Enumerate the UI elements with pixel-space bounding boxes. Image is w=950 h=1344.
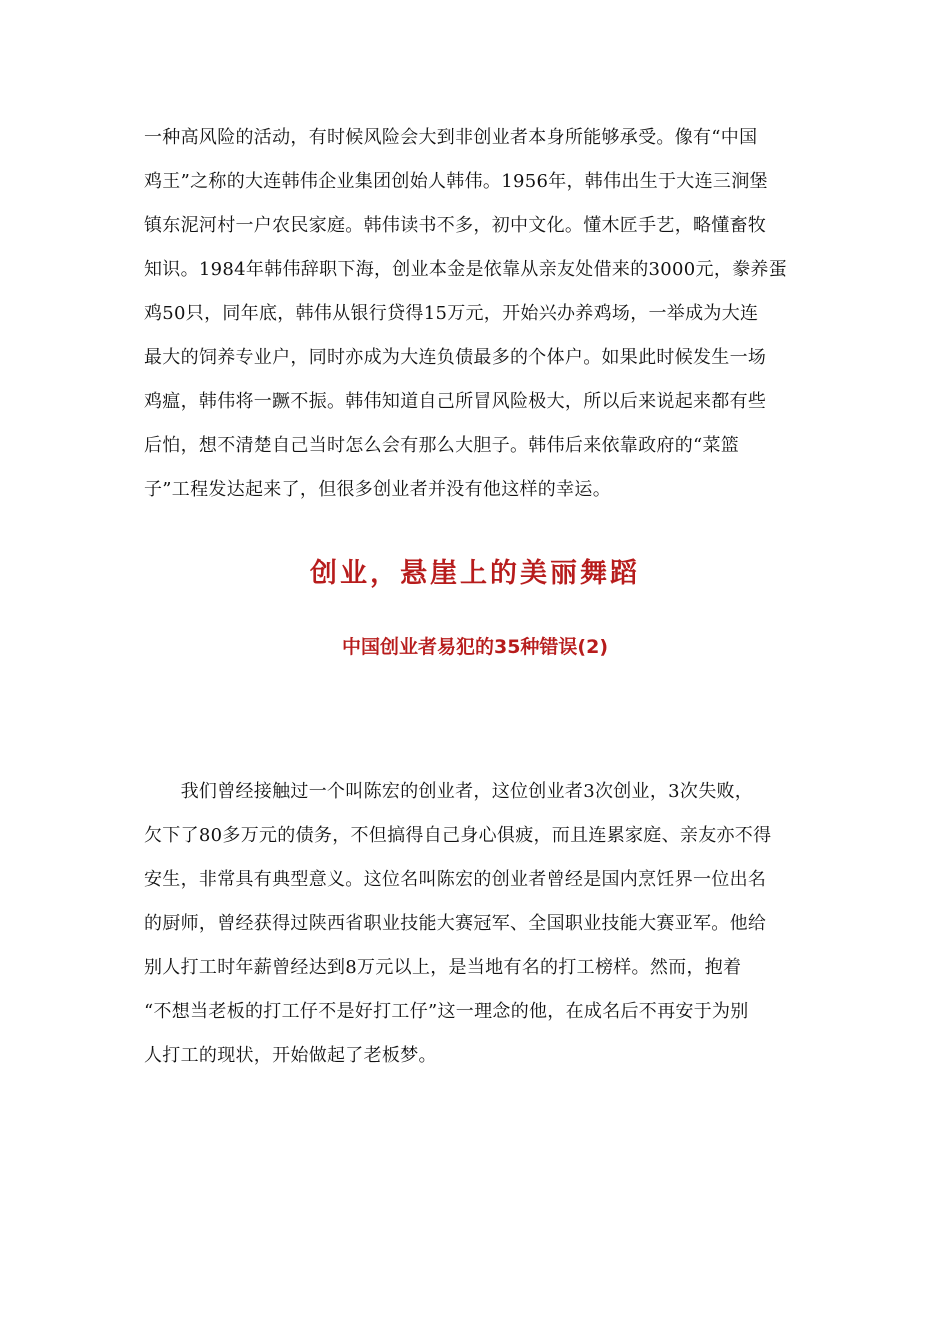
- paragraph-line: 别人打工时年薪曾经达到8万元以上，是当地有名的打工榜样。然而，抱着: [144, 957, 742, 978]
- section-subtitle: 中国创业者易犯的35种错误(2): [341, 636, 609, 658]
- paragraph-line: 镇东泥河村一户农民家庭。韩伟读书不多，初中文化。懂木匠手艺，略懂畜牧: [144, 215, 767, 236]
- paragraph-line: 一种高风险的活动，有时候风险会大到非创业者本身所能够承受。像有“中国: [144, 127, 758, 148]
- paragraph-line: 鸡50只，同年底，韩伟从银行贷得15万元，开始兴办养鸡场，一举成为大连: [144, 303, 759, 324]
- section-title: 创业，悬崖上的美丽舞蹈: [310, 558, 640, 589]
- paragraph-line: “不想当老板的打工仔不是好打工仔”这一理念的他，在成名后不再安于为别: [144, 1001, 749, 1022]
- paragraph-line: 我们曾经接触过一个叫陈宏的创业者，这位创业者3次创业，3次失败，: [144, 781, 754, 802]
- paragraph-line: 鸡瘟，韩伟将一蹶不振。韩伟知道自己所冒风险极大，所以后来说起来都有些: [144, 391, 767, 412]
- paragraph-line: 子”工程发达起来了，但很多创业者并没有他这样的幸运。: [144, 479, 611, 500]
- paragraph-line: 欠下了80多万元的债务，不但搞得自己身心俱疲，而且连累家庭、亲友亦不得: [144, 825, 772, 846]
- paragraph-line: 人打工的现状，开始做起了老板梦。: [144, 1045, 437, 1066]
- body-paragraph-1: [144, 126, 808, 522]
- paragraph-line: 的厨师，曾经获得过陕西省职业技能大赛冠军、全国职业技能大赛亚军。他给: [144, 913, 767, 934]
- paragraph-line: 后怕，想不清楚自己当时怎么会有那么大胆子。韩伟后来依靠政府的“菜篮: [144, 435, 740, 456]
- paragraph-line: 鸡王”之称的大连韩伟企业集团创始人韩伟。1956年，韩伟出生于大连三涧堡: [144, 171, 768, 192]
- paragraph-line: 知识。1984年韩伟辞职下海，创业本金是依靠从亲友处借来的3000元，豢养蛋: [144, 259, 788, 280]
- paragraph-line: 最大的饲养专业户，同时亦成为大连负债最多的个体户。如果此时候发生一场: [144, 347, 767, 368]
- paragraph-line: 安生，非常具有典型意义。这位名叫陈宏的创业者曾经是国内烹饪界一位出名: [144, 869, 767, 890]
- body-paragraph-2: [144, 780, 808, 1088]
